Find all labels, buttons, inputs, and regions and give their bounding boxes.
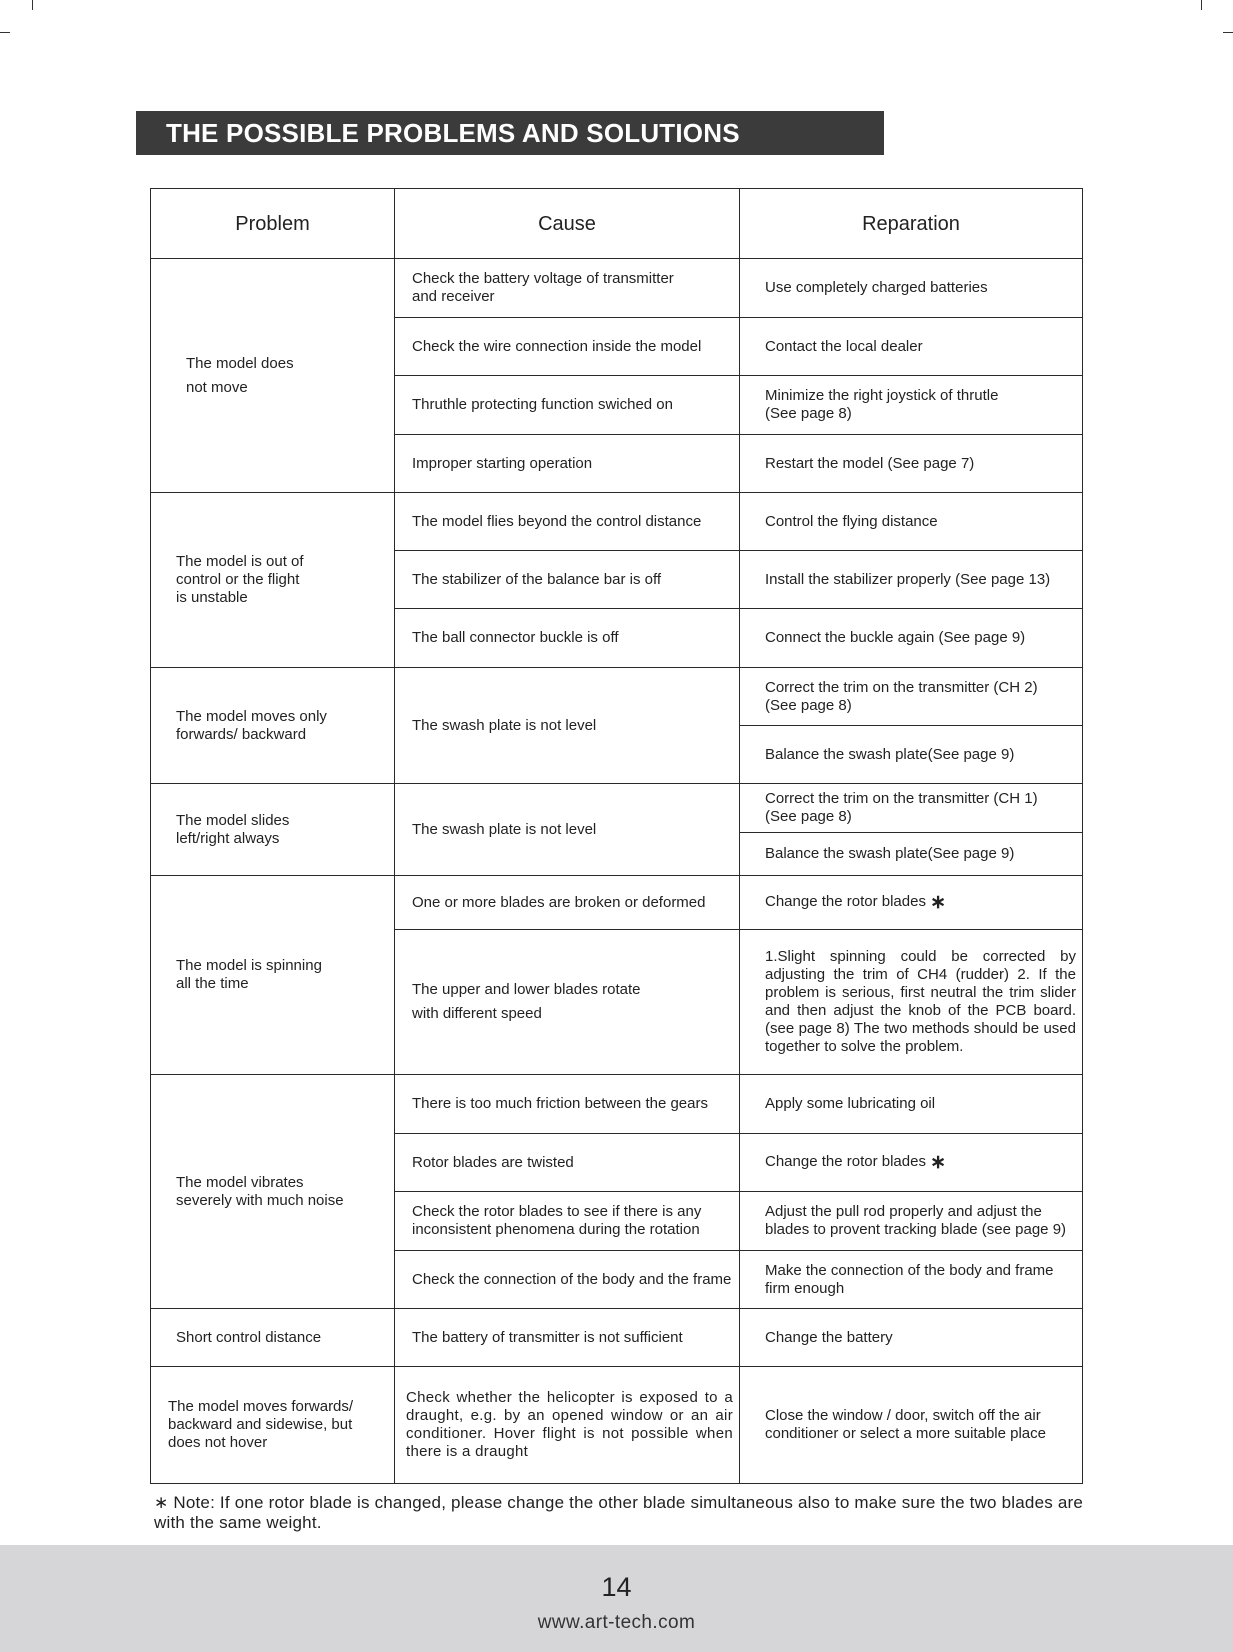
reparation-text: (See page 8) — [765, 405, 852, 422]
problem-text: all the time — [176, 975, 249, 992]
problem-text: forwards/ backward — [176, 725, 307, 743]
header-reparation: Reparation — [740, 189, 1083, 259]
reparation-text: (See page 8) — [765, 696, 852, 714]
reparation-cell: Control the flying distance — [740, 493, 1083, 551]
reparation-cell: Install the stabilizer properly (See page 13) — [740, 551, 1083, 609]
table-row — [151, 668, 1083, 726]
reparation-cell: Adjust the pull rod properly and adjust the blades to provent tracking blade (see page 9) — [740, 1192, 1083, 1251]
problem-cell — [151, 876, 395, 1075]
problem-text: not move — [186, 378, 248, 396]
reparation-text: Change the rotor blades — [765, 1153, 926, 1170]
problem-text: The model is spinning — [176, 957, 322, 974]
problem-cell: The model moves forwards/ backward and sidewise, but does not hover — [151, 1367, 395, 1484]
reparation-cell: Use completely charged batteries — [740, 259, 1083, 318]
table-row — [151, 1367, 1083, 1484]
crop-mark — [1201, 0, 1202, 10]
reparation-text: Change the rotor blades — [765, 893, 926, 910]
table-row — [151, 876, 1083, 930]
reparation-cell: Contact the local dealer — [740, 318, 1083, 376]
cause-cell: One or more blades are broken or deformed — [395, 876, 740, 930]
cause-text: Check the battery voltage of transmitter — [412, 270, 674, 287]
website-link[interactable]: www.art-tech.com — [537, 1612, 696, 1633]
problem-cell — [151, 784, 395, 876]
cause-cell: Check the connection of the body and the frame — [395, 1251, 740, 1309]
reparation-cell: Balance the swash plate(See page 9) — [740, 833, 1083, 876]
cause-cell: The swash plate is not level — [395, 784, 740, 876]
reparation-cell: Balance the swash plate(See page 9) — [740, 726, 1083, 784]
footnote: ∗ Note: If one rotor blade is changed, please change the other blade simultaneous also to make sure the two blades are with the same weight. — [154, 1493, 1084, 1532]
problem-text: control or the flight — [176, 571, 300, 588]
cause-cell: There is too much friction between the gears — [395, 1075, 740, 1134]
problem-text: severely with much noise — [176, 1191, 344, 1209]
page-number: 14 — [601, 1572, 632, 1602]
reparation-text: Minimize the right joystick of thrutle — [765, 387, 999, 404]
page-title: THE POSSIBLE PROBLEMS AND SOLUTIONS — [136, 111, 884, 155]
table-header-row — [151, 189, 1083, 259]
reparation-cell — [740, 876, 1083, 930]
reparation-cell — [740, 668, 1083, 726]
crop-mark — [32, 0, 33, 10]
cause-cell: The model flies beyond the control distance — [395, 493, 740, 551]
cause-text: and receiver — [412, 288, 495, 305]
cause-cell: Thruthle protecting function swiched on — [395, 376, 740, 435]
cause-cell: The ball connector buckle is off — [395, 609, 740, 668]
problem-text: The model slides — [176, 811, 290, 829]
problem-cell — [151, 1075, 395, 1309]
crop-mark — [0, 32, 10, 33]
cause-cell: Check the wire connection inside the model — [395, 318, 740, 376]
reparation-cell: Restart the model (See page 7) — [740, 435, 1083, 493]
cause-cell — [395, 930, 740, 1075]
cause-text: with different speed — [412, 1005, 542, 1022]
reparation-cell — [740, 1134, 1083, 1192]
problem-text: The model does — [186, 354, 294, 372]
problem-cell: Short control distance — [151, 1309, 395, 1367]
table-row — [151, 784, 1083, 833]
crop-mark — [1223, 32, 1233, 33]
reparation-cell: Connect the buckle again (See page 9) — [740, 609, 1083, 668]
problem-cell — [151, 668, 395, 784]
cause-cell: The battery of transmitter is not sufficient — [395, 1309, 740, 1367]
problem-cell — [151, 493, 395, 668]
problem-text: The model vibrates — [176, 1173, 304, 1191]
cause-cell: The stabilizer of the balance bar is off — [395, 551, 740, 609]
problem-cell — [151, 259, 395, 493]
problems-table — [150, 188, 1083, 1484]
cause-text: The upper and lower blades rotate — [412, 981, 641, 998]
reparation-cell — [740, 784, 1083, 833]
cause-cell: Check the rotor blades to see if there is any inconsistent phenomena during the rotation — [395, 1192, 740, 1251]
cause-cell: The swash plate is not level — [395, 668, 740, 784]
reparation-text: Correct the trim on the transmitter (CH 2) — [765, 678, 1038, 696]
cause-cell: Rotor blades are twisted — [395, 1134, 740, 1192]
reparation-text: (See page 8) — [765, 808, 852, 825]
reparation-cell: Make the connection of the body and frame firm enough — [740, 1251, 1083, 1309]
table-row — [151, 1075, 1083, 1134]
asterisk-icon: ∗ — [930, 892, 947, 913]
problem-text: is unstable — [176, 589, 248, 606]
problem-text: left/right always — [176, 829, 280, 847]
reparation-cell: Apply some lubricating oil — [740, 1075, 1083, 1134]
page-footer — [0, 1545, 1233, 1652]
reparation-text: Correct the trim on the transmitter (CH 1) — [765, 790, 1038, 807]
cause-cell: Improper starting operation — [395, 435, 740, 493]
cause-cell: Check whether the helicopter is exposed to a draught, e.g. by an opened window or an air conditioner. Hover flight is not possible when there is a draught — [395, 1367, 740, 1484]
problem-text: The model is out of — [176, 553, 304, 570]
header-cause: Cause — [395, 189, 740, 259]
asterisk-icon: ∗ — [930, 1152, 947, 1173]
table-row — [151, 1309, 1083, 1367]
header-problem: Problem — [151, 189, 395, 259]
cause-cell — [395, 259, 740, 318]
table-row — [151, 259, 1083, 318]
reparation-cell: Change the battery — [740, 1309, 1083, 1367]
reparation-cell: 1.Slight spinning could be corrected by adjusting the trim of CH4 (rudder) 2. If the problem is serious, first neutral the trim slider and then adjust the knob of the PCB board. (see page 8) The two methods should be used together to solve the problem. — [740, 930, 1083, 1075]
reparation-cell: Close the window / door, switch off the air conditioner or select a more suitable place — [740, 1367, 1083, 1484]
problem-text: The model moves only — [176, 707, 327, 725]
table-row — [151, 493, 1083, 551]
reparation-cell — [740, 376, 1083, 435]
